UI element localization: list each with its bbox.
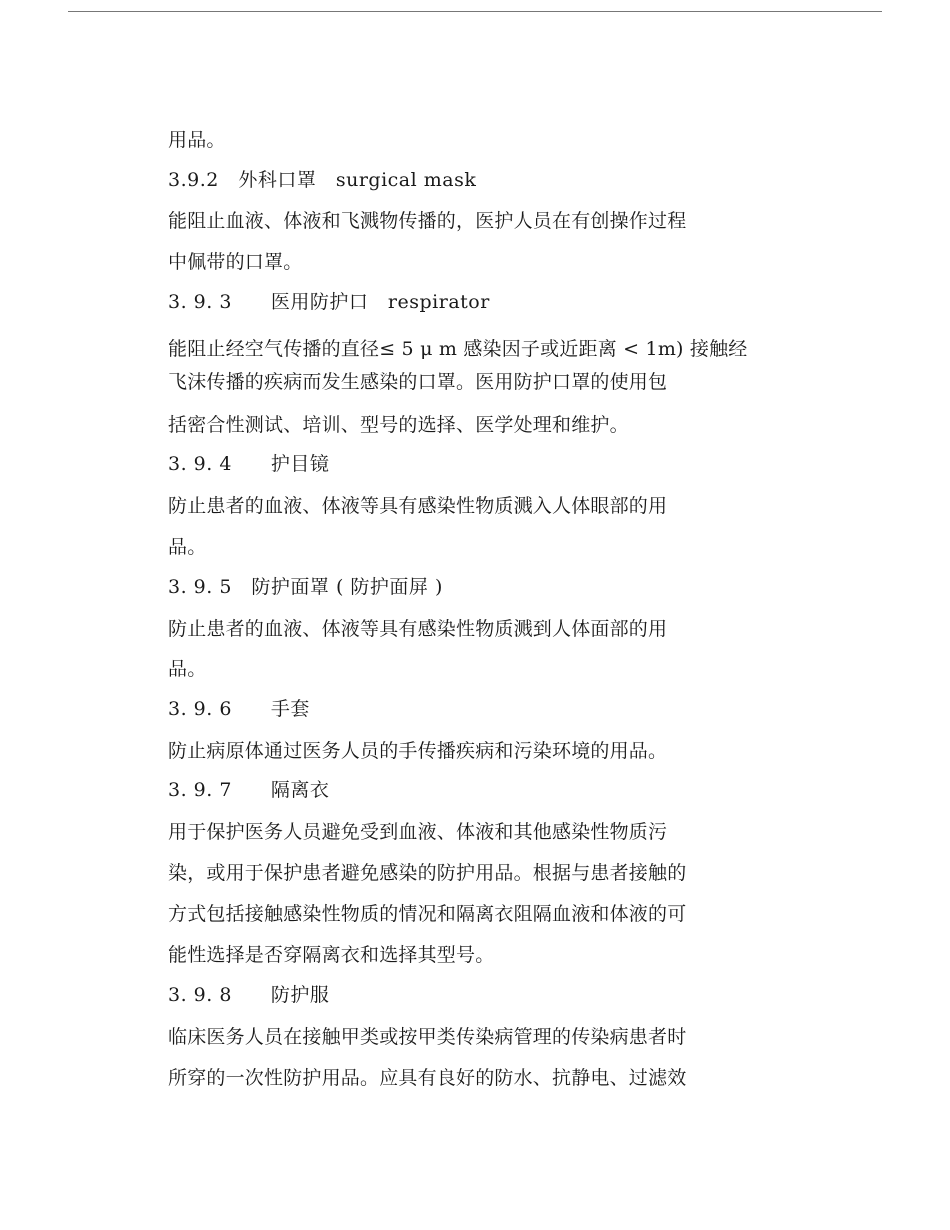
text-line: 品。 [168,658,207,680]
section-heading-3-9-3: 3. 9. 3 医用防护口 respirator [168,291,490,313]
section-heading-3-9-4: 3. 9. 4 护目镜 [168,453,330,475]
text-line: 防止患者的血液、体液等具有感染性物质溅入人体眼部的用 [168,495,668,517]
text-line: 所穿的一次性防护用品。应具有良好的防水、抗静电、过滤效 [168,1067,687,1089]
section-heading-3-9-5: 3. 9. 5 防护面罩 ( 防护面屏 ) [168,576,443,598]
section-heading-3-9-8: 3. 9. 8 防护服 [168,984,330,1006]
text-line: 能性选择是否穿隔离衣和选择其型号。 [168,944,495,966]
section-heading-3-9-6: 3. 9. 6 手套 [168,698,310,720]
text-line: 染，或用于保护患者避免感染的防护用品。根据与患者接触的 [168,862,687,884]
text-line: 用于保护医务人员避免受到血液、体液和其他感染性物质污 [168,821,668,843]
text-line: 品。 [168,536,207,558]
text-line: 飞沫传播的疾病而发生感染的口罩。医用防护口罩的使用包 [168,371,668,393]
text-line: 方式包括接触感染性物质的情况和隔离衣阻隔血液和体液的可 [168,903,687,925]
text-line: 用品。 [168,129,226,151]
section-heading-3-9-2: 3.9.2 外科口罩 surgical mask [168,169,477,191]
text-line: 能阻止经空气传播的直径≤ 5 μ m 感染因子或近距离 < 1m) 接触经 [168,338,748,360]
text-line: 临床医务人员在接触甲类或按甲类传染病管理的传染病患者时 [168,1026,687,1048]
text-line: 防止患者的血液、体液等具有感染性物质溅到人体面部的用 [168,618,668,640]
text-line: 中佩带的口罩。 [168,251,303,273]
text-line: 能阻止血液、体液和飞溅物传播的，医护人员在有创操作过程 [168,210,687,232]
section-heading-3-9-7: 3. 9. 7 隔离衣 [168,779,330,801]
header-rule [68,11,882,12]
text-line: 括密合性测试、培训、型号的选择、医学处理和维护。 [168,414,629,436]
text-line: 防止病原体通过医务人员的手传播疾病和污染环境的用品。 [168,740,668,762]
